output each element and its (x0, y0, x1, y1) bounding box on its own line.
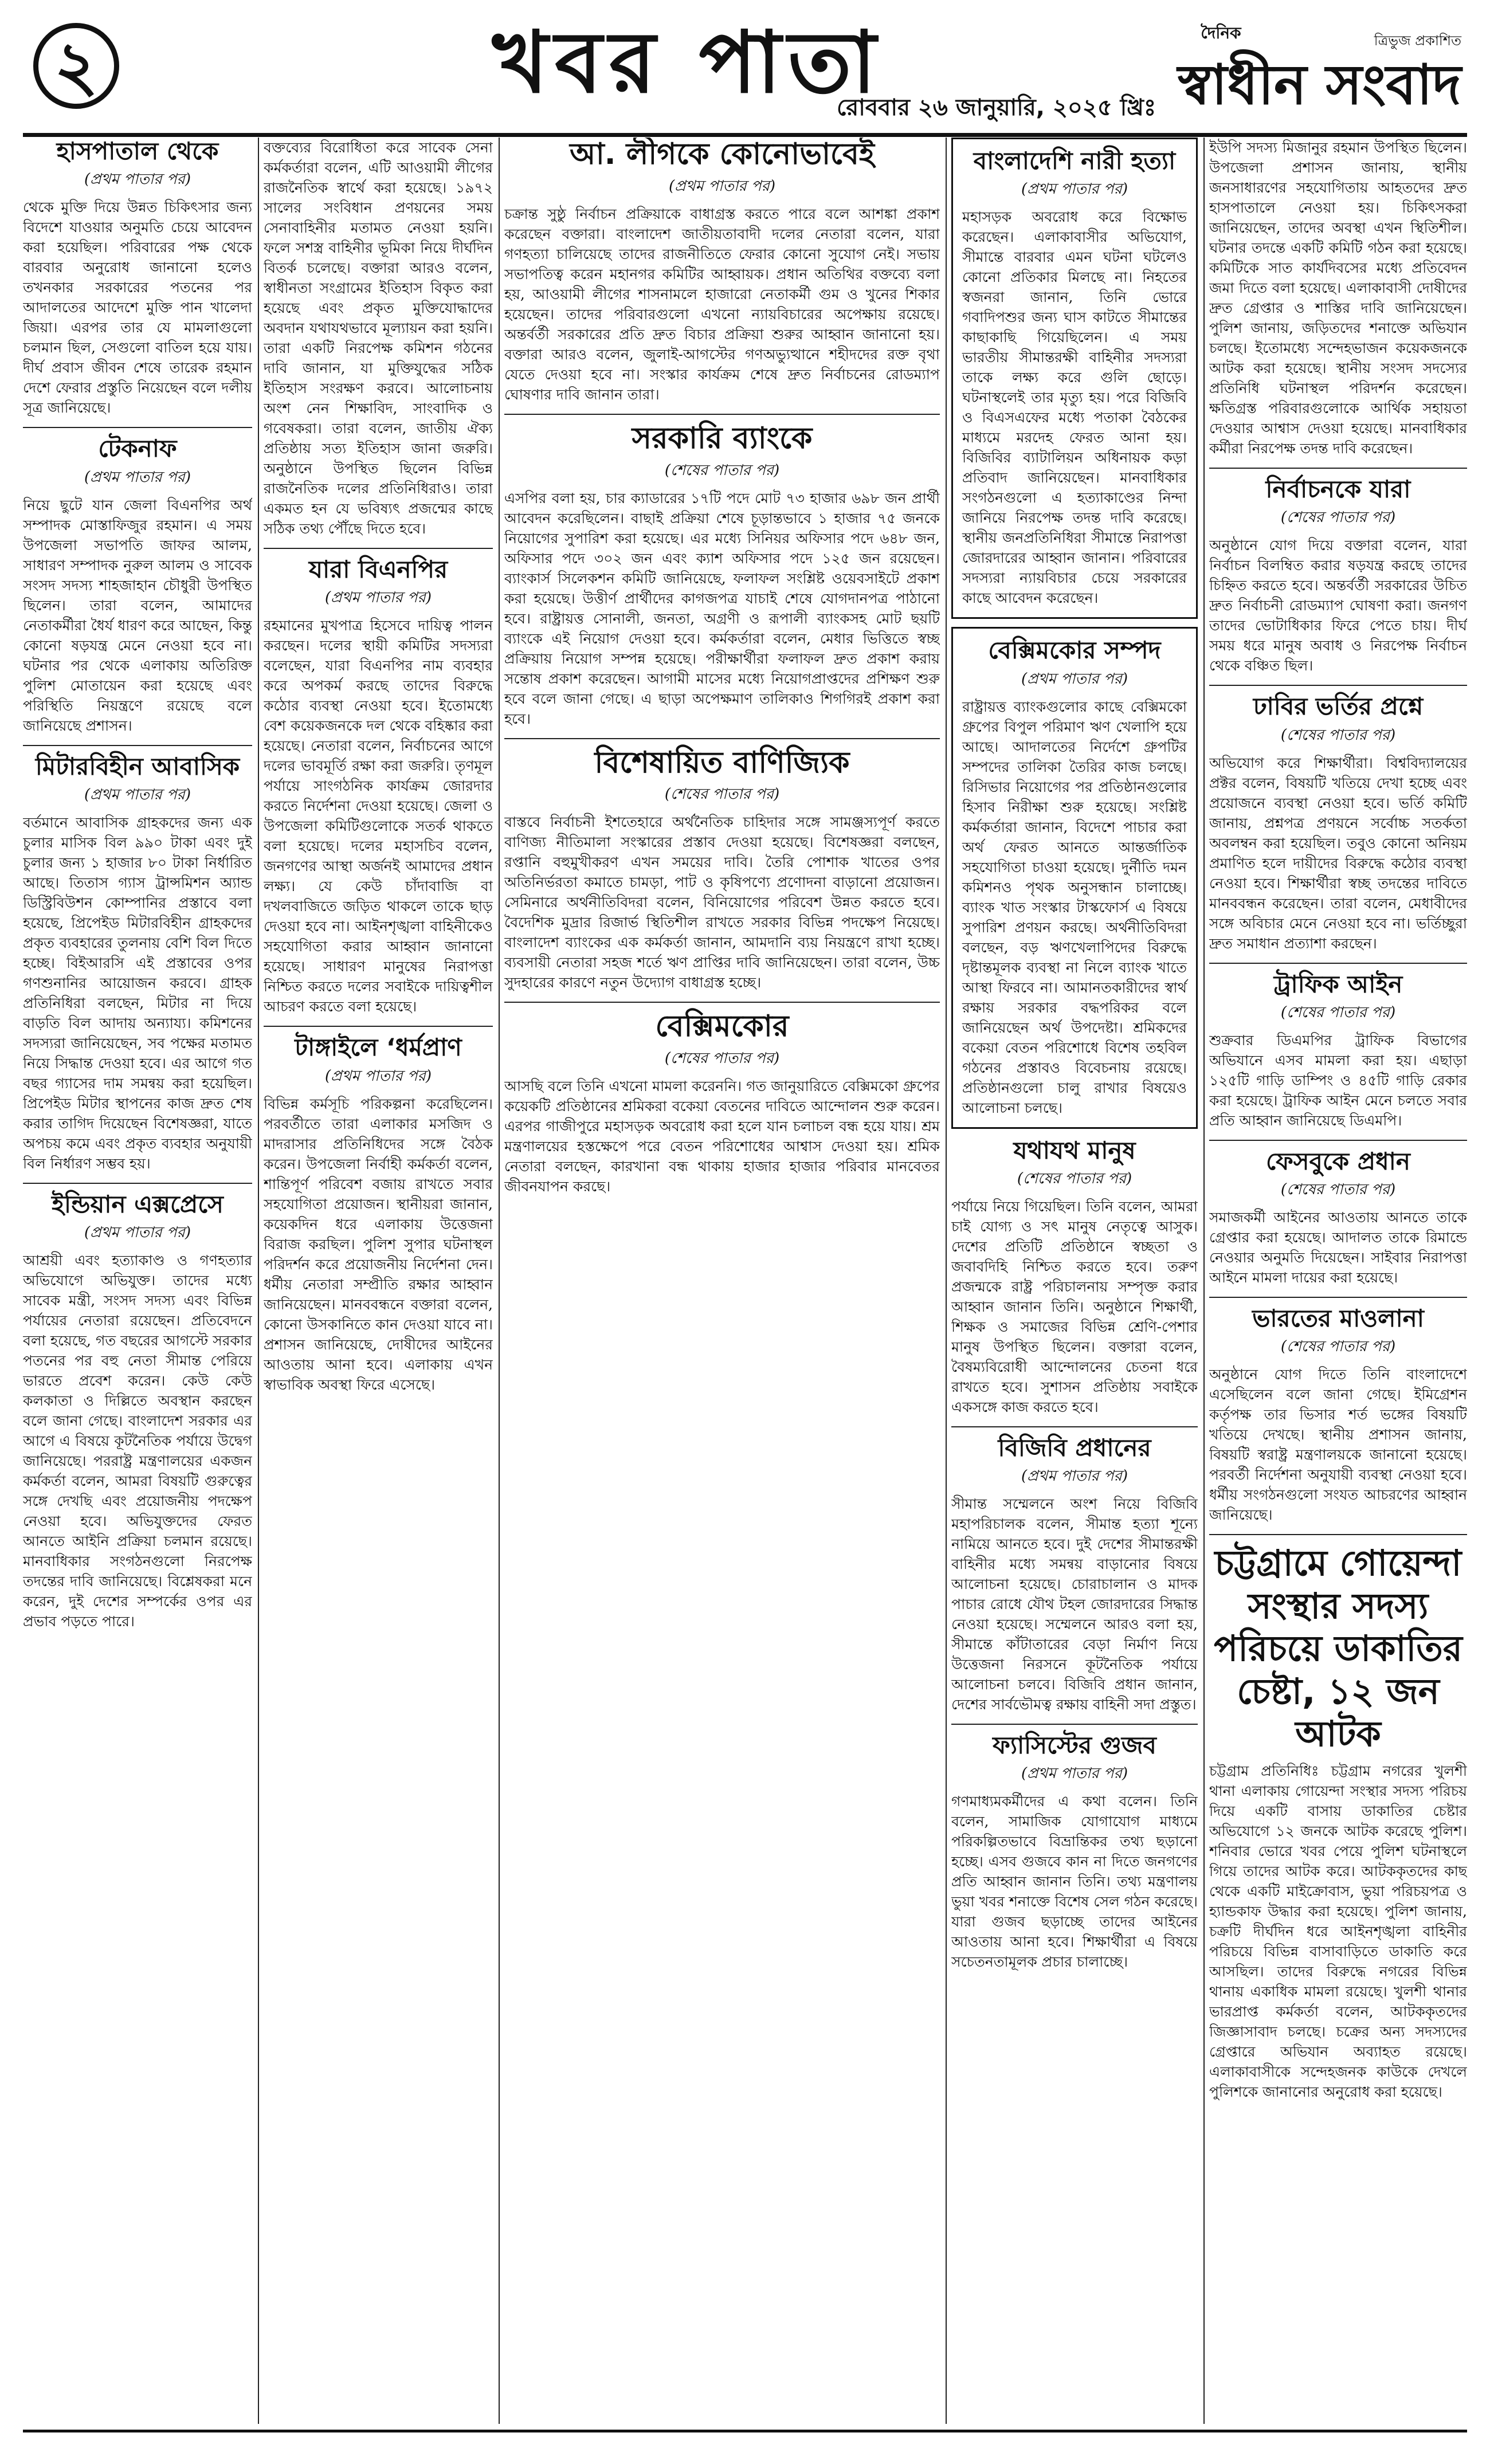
article-headline: টেকনাফ (98, 434, 177, 463)
footer-rule (23, 2430, 1467, 2432)
article-headline: ইন্ডিয়ান এক্সপ্রেসে (52, 1190, 223, 1218)
jump-line: (প্রথম পাতার পর) (84, 171, 191, 189)
article-body: গণমাধ্যমকর্মীদের এ কথা বলেন। তিনি বলেন, সামাজিক যোগাযোগ মাধ্যমে পরিকল্পিতভাবে বিভ্রান্তিকর তথ্য ছড়ানো হচ্ছে। এসব গুজবে কান না দিতে জনগণের প্রতি আহ্বান জানান তিনি। তথ্য মন্ত্রণালয় ভুয়া খবর শনাক্তে বিশেষ সেল গঠন করেছে। যারা গুজব ছড়াচ্ছে তাদের আইনের আওতায় আনা হবে। শিক্ষার্থীরা এ বিষয়ে সচেতনতামূলক প্রচার চালাচ্ছে। (951, 1793, 1198, 1971)
jump-line: (প্রথম পাতার পর) (325, 1067, 432, 1085)
article-tangail (264, 1034, 493, 1394)
jump-line: (শেষের পাতার পর) (664, 461, 780, 479)
article-headline: নির্বাচনকে যারা (1265, 475, 1411, 503)
article-bgb-chief (951, 1434, 1198, 1714)
article-headline: বেক্সিমকোর সম্পদ (988, 636, 1161, 665)
masthead-rule (23, 133, 1467, 137)
article-govt-bank (504, 422, 940, 729)
article-body: বক্তব্যের বিরোধিতা করে সাবেক সেনা কর্মকর্তারা বলেন, এটি আওয়ামী লীগের রাজনৈতিক স্বার্থে করা হয়েছে। ১৯৭২ সালের সংবিধান প্রণয়নের সময় সেনাবাহিনীর মতামত নেওয়া হয়নি। ফলে সশস্ত্র বাহিনীর ভূমিকা নিয়ে দীর্ঘদিন বিতর্ক চলেছে। বক্তারা আরও বলেন, স্বাধীনতা সংগ্রামের ইতিহাস বিকৃত করা হয়েছে এবং প্রকৃত মুক্তিযোদ্ধাদের অবদান যথাযথভাবে মূল্যায়ন করা হয়নি। তারা একটি নিরপেক্ষ কমিশন গঠনের দাবি জানান, যা মুক্তিযুদ্ধের সঠিক ইতিহাস সংরক্ষণ করবে। আলোচনায় অংশ নেন শিক্ষাবিদ, সাংবাদিক ও গবেষকরা। তারা বলেন, জাতীয় ঐক্য প্রতিষ্ঠায় সত্য ইতিহাস জানা জরুরি। অনুষ্ঠানে উপস্থিত ছিলেন বিভিন্ন রাজনৈতিক দলের প্রতিনিধিরাও। তারা একমত হন যে ভবিষ্যৎ প্রজন্মের কাছে সঠিক তথ্য পৌঁছে দিতে হবে। (264, 139, 493, 537)
article-headline: বাংলাদেশি নারী হত্যা (973, 147, 1176, 175)
page-title: খবর পাতা (492, 13, 883, 112)
article-teknaf (23, 435, 252, 735)
date-line: রোববার ২৬ জানুয়ারি, ২০২৫ খ্রিঃ (837, 95, 1156, 121)
article-body: সমাজকর্মী আইনের আওতায় আনতে তাকে গ্রেপ্তার করা হয়েছে। আদালত তাকে রিমান্ডে নেওয়ার অনুমতি দিয়েছেন। সাইবার নিরাপত্তা আইনে মামলা দায়ের করা হয়েছে। (1209, 1209, 1467, 1286)
divider (1209, 685, 1467, 686)
article-headline: মিটারবিহীন আবাসিক (35, 752, 240, 780)
column-4 (951, 138, 1198, 2430)
newspaper-name: স্বাধীন সংবাদ (1178, 53, 1461, 117)
page-number-badge (33, 23, 119, 109)
paper-tagline: ত্রিভুজ প্রকাশিত (1374, 33, 1461, 49)
article-body: বাস্তবে নির্বাচনী ইশতেহারে অর্থনৈতিক চাহিদার সঙ্গে সামঞ্জস্যপূর্ণ করতে বাণিজ্য নীতিমালা সংস্কারের প্রস্তাব দেওয়া হয়েছে। বিশেষজ্ঞরা বলছেন, রপ্তানি বহুমুখীকরণ এখন সময়ের দাবি। তৈরি পোশাক খাতের ওপর অতিনির্ভরতা কমাতে চামড়া, পাট ও কৃষিপণ্যে প্রণোদনা বাড়ানো প্রয়োজন। সেমিনারে অর্থনীতিবিদরা বলেন, বিনিয়োগের পরিবেশ উন্নত করতে হবে। বৈদেশিক মুদ্রার রিজার্ভ স্থিতিশীল রাখতে সরকার বিভিন্ন পদক্ষেপ নিয়েছে। বাংলাদেশ ব্যাংকের এক কর্মকর্তা জানান, আমদানি ব্যয় নিয়ন্ত্রণে রাখা হচ্ছে। ব্যবসায়ী নেতারা সহজ শর্তে ঋণ প্রাপ্তির দাবি জানিয়েছেন। তারা বলেন, উচ্চ সুদহারের কারণে নতুন উদ্যোগ বাধাগ্রস্ত হচ্ছে। (504, 814, 940, 991)
article-beximco-assets (951, 627, 1198, 1128)
jump-line: (শেষের পাতার পর) (1280, 726, 1396, 744)
divider (951, 1426, 1198, 1427)
article-awami-league (504, 138, 940, 405)
article-headline: চট্টগ্রামে গোয়েন্দা সংস্থার সদস্য পরিচয়ে ডাকাতির চেষ্টা, ১২ জন আটক (1214, 1542, 1462, 1755)
article-body: থেকে মুক্তি দিয়ে উন্নত চিকিৎসার জন্য বিদেশে যাওয়ার অনুমতি চেয়ে আবেদন করা হয়েছিল। পরিবারের পক্ষ থেকে বারবার অনুরোধ জানানো হলেও তখনকার সরকারের পতনের পর আদালতের আদেশে মুক্তি পান খালেদা জিয়া। এরপর তার যে মামলাগুলো চলমান ছিল, সেগুলো বাতিল হয়ে যায়। দীর্ঘ প্রবাস জীবন শেষে তারেক রহমান দেশে ফেরার প্রস্তুতি নিয়েছেন বলে দলীয় সূত্র জানিয়েছে। (23, 199, 252, 417)
article-headline: ট্রাফিক আইন (1273, 970, 1403, 998)
article-facebook (1209, 1148, 1467, 1288)
paper-daily-label: দৈনিক (1201, 23, 1241, 42)
article-headline: টাঙ্গাইলে ‘ধর্মপ্রাণ (295, 1033, 462, 1062)
divider (1209, 468, 1467, 469)
article-headline: ফেসবুকে প্রধান (1266, 1147, 1410, 1175)
jump-line: (প্রথম পাতার পর) (1021, 1468, 1128, 1485)
jump-line: (শেষের পাতার পর) (664, 1050, 780, 1068)
article-headline: ভারতের মাওলানা (1252, 1304, 1424, 1333)
article-body: সীমান্ত সম্মেলনে অংশ নিয়ে বিজিবি মহাপরিচালক বলেন, সীমান্ত হত্যা শূন্যে নামিয়ে আনতে হবে। দুই দেশের সীমান্তরক্ষী বাহিনীর মধ্যে সমন্বয় বাড়ানোর বিষয়ে আলোচনা হয়েছে। চোরাচালান ও মাদক পাচার রোধে যৌথ টহল জোরদারের সিদ্ধান্ত নেওয়া হয়েছে। সম্মেলনে আরও বলা হয়, সীমান্তে কাঁটাতারের বেড়া নির্মাণ নিয়ে উত্তেজনা নিরসনে কূটনৈতিক পর্যায়ে আলোচনা চলবে। বিজিবি প্রধান জানান, দেশের সার্বভৌমত্ব রক্ষায় বাহিনী সদা প্রস্তুত। (951, 1496, 1198, 1713)
column-1 (23, 138, 252, 2430)
column-divider (499, 138, 500, 2424)
jump-line: (শেষের পাতার পর) (664, 786, 780, 803)
jump-line: (প্রথম পাতার পর) (84, 786, 191, 803)
column-3 (504, 138, 940, 2430)
article-continuation (264, 138, 493, 539)
article-body: মহাসড়ক অবরোধ করে বিক্ষোভ করেছেন। এলাকাবাসীর অভিযোগ, সীমান্তে বারবার এমন ঘটনা ঘটলেও কোনো প্রতিকার মিলছে না। নিহতের স্বজনরা জানান, তিনি ভোরে গবাদিপশুর জন্য ঘাস কাটতে সীমান্তের কাছাকাছি গিয়েছিলেন। এ সময় ভারতীয় সীমান্তরক্ষী বাহিনীর সদস্যরা তাকে লক্ষ্য করে গুলি ছোড়ে। ঘটনাস্থলেই তার মৃত্যু হয়। পরে বিজিবি ও বিএসএফের মধ্যে পতাকা বৈঠকের মাধ্যমে মরদেহ ফেরত আনা হয়। বিজিবির ব্যাটালিয়ন অধিনায়ক কড়া প্রতিবাদ জানিয়েছেন। মানবাধিকার সংগঠনগুলো এ হত্যাকাণ্ডের নিন্দা জানিয়ে নিরপেক্ষ তদন্ত দাবি করেছে। স্থানীয় জনপ্রতিনিধিরা সীমান্তে নিরাপত্তা জোরদারের আহ্বান জানান। পরিবারের সদস্যরা ন্যায়বিচার চেয়ে সরকারের কাছে আবেদন করেছেন। (962, 209, 1187, 607)
article-headline: যথাযথ মানুষ (1013, 1136, 1136, 1164)
article-body: রহমানের মুখপাত্র হিসেবে দায়িত্ব পালন করছেন। দলের স্থায়ী কমিটির সদস্যরা বলেছেন, যারা বিএনপির নাম ব্যবহার করে অপকর্ম করছে তাদের বিরুদ্ধে কঠোর ব্যবস্থা নেওয়া হবে। ইতোমধ্যে বেশ কয়েকজনকে দল থেকে বহিষ্কার করা হয়েছে। নেতারা বলেন, নির্বাচনের আগে দলের ভাবমূর্তি রক্ষা করা জরুরি। তৃণমূল পর্যায়ে সাংগঠনিক কার্যক্রম জোরদার করতে নির্দেশনা দেওয়া হয়েছে। জেলা ও উপজেলা কমিটিগুলোকে সতর্ক থাকতে বলা হয়েছে। দলের মহাসচিব বলেন, জনগণের আস্থা অর্জনই আমাদের প্রধান লক্ষ্য। যে কেউ চাঁদাবাজি বা দখলবাজিতে জড়িত থাকলে তাকে ছাড় দেওয়া হবে না। আইনশৃঙ্খলা বাহিনীকেও সহযোগিতা করার আহ্বান জানানো হয়েছে। সাধারণ মানুষের নিরাপত্তা নিশ্চিত করতে দলের সবাইকে দায়িত্বশীল আচরণ করতে বলা হয়েছে। (264, 617, 493, 1015)
article-headline: বিজিবি প্রধানের (998, 1433, 1151, 1462)
article-continuation (1209, 138, 1467, 458)
article-woman-killed (951, 138, 1198, 619)
article-hospital (23, 138, 252, 418)
article-headline: ঢাবির ভর্তির প্রশ্নে (1253, 692, 1424, 721)
article-body: বর্তমানে আবাসিক গ্রাহকদের জন্য এক চুলার মাসিক বিল ৯৯০ টাকা এবং দুই চুলার জন্য ১ হাজার ৮০ টাকা নির্ধারিত আছে। তিতাস গ্যাস ট্রান্সমিশন অ্যান্ড ডিস্ট্রিবিউশন কোম্পানির প্রস্তাবে বলা হয়েছে, প্রিপেইড মিটারবিহীন গ্রাহকদের প্রকৃত ব্যবহারের তুলনায় বেশি বিল দিতে হচ্ছে। বিইআরসি এই প্রস্তাবের ওপর গণশুনানির আয়োজন করবে। গ্রাহক প্রতিনিধিরা বলছেন, মিটার না দিয়ে বাড়তি বিল আদায় অন্যায্য। কমিশনের সদস্যরা জানিয়েছেন, সব পক্ষের মতামত নিয়ে সিদ্ধান্ত দেওয়া হবে। এর আগে গত বছর গ্যাসের দাম সমন্বয় করা হয়েছিল। প্রিপেইড মিটার স্থাপনের কাজ দ্রুত শেষ করার তাগিদ দিয়েছেন বিশেষজ্ঞরা, যাতে অপচয় কমে এবং প্রকৃত ব্যবহার অনুযায়ী বিল নির্ধারণ সম্ভব হয়। (23, 814, 252, 1172)
jump-line: (শেষের পাতার পর) (1280, 1181, 1396, 1199)
article-body: অনুষ্ঠানে যোগ দিতে তিনি বাংলাদেশে এসেছিলেন বলে জানা গেছে। ইমিগ্রেশন কর্তৃপক্ষ তার ভিসার শর্ত ভঙ্গের বিষয়টি খতিয়ে দেখছে। স্থানীয় প্রশাসন জানায়, বিষয়টি স্বরাষ্ট্র মন্ত্রণালয়কে জানানো হয়েছে। পরবর্তী নির্দেশনা অনুযায়ী ব্যবস্থা নেওয়া হবে। ধর্মীয় সংগঠনগুলো সংযত আচরণের আহ্বান জানিয়েছে। (1209, 1366, 1467, 1524)
jump-line: (প্রথম পাতার পর) (84, 468, 191, 486)
divider (504, 414, 940, 415)
article-beximco (504, 1010, 940, 1196)
column-2 (264, 138, 493, 2430)
masthead (23, 10, 1467, 133)
column-5 (1209, 138, 1467, 2430)
jump-line: (প্রথম পাতার পর) (669, 177, 775, 195)
article-headline: বেক্সিমকোর (655, 1009, 789, 1044)
article-bnp (264, 556, 493, 1017)
article-body: ইউপি সদস্য মিজানুর রহমান উপস্থিত ছিলেন। উপজেলা প্রশাসন জানায়, স্থানীয় জনসাধারণের সহযোগিতায় আহতদের দ্রুত হাসপাতালে নেওয়া হয়। চিকিৎসকরা জানিয়েছেন, তাদের অবস্থা এখন স্থিতিশীল। ঘটনার তদন্তে একটি কমিটি গঠন করা হয়েছে। কমিটিকে সাত কার্যদিবসের মধ্যে প্রতিবেদন জমা দিতে বলা হয়েছে। এলাকাবাসী দোষীদের দ্রুত গ্রেপ্তার ও শাস্তির দাবি জানিয়েছেন। পুলিশ জানায়, জড়িতদের শনাক্তে অভিযান চলছে। ইতোমধ্যে সন্দেহভাজন কয়েকজনকে আটক করা হয়েছে। স্থানীয় সংসদ সদস্যের প্রতিনিধি ঘটনাস্থল পরিদর্শন করেছেন। ক্ষতিগ্রস্ত পরিবারগুলোকে আর্থিক সহায়তা দেওয়ার আশ্বাস দেওয়া হয়েছে। মানবাধিকার কর্মীরা নিরপেক্ষ তদন্ত দাবি করেছেন। (1209, 139, 1467, 457)
article-commerce (504, 746, 940, 993)
jump-line: (শেষের পাতার পর) (1280, 509, 1396, 527)
article-meter (23, 753, 252, 1174)
jump-line: (প্রথম পাতার পর) (325, 589, 432, 607)
article-body: রাষ্ট্রায়ত্ত ব্যাংকগুলোর কাছে বেক্সিমকো গ্রুপের বিপুল পরিমাণ ঋণ খেলাপি হয়ে আছে। আদালতের নির্দেশে গ্রুপটির সম্পদের তালিকা তৈরির কাজ চলছে। রিসিভার নিয়োগের পর প্রতিষ্ঠানগুলোর হিসাব নিরীক্ষা শুরু হয়েছে। সংশ্লিষ্ট কর্মকর্তারা জানান, বিদেশে পাচার করা অর্থ ফেরত আনতে আন্তর্জাতিক সহযোগিতা চাওয়া হয়েছে। দুর্নীতি দমন কমিশনও পৃথক অনুসন্ধান চালাচ্ছে। ব্যাংক খাত সংস্কার টাস্কফোর্স এ বিষয়ে সুপারিশ প্রণয়ন করছে। অর্থনীতিবিদরা বলছেন, বড় ঋণখেলাপিদের বিরুদ্ধে দৃষ্টান্তমূলক ব্যবস্থা না নিলে ব্যাংক খাতে আস্থা ফিরবে না। আমানতকারীদের স্বার্থ রক্ষায় সরকার বদ্ধপরিকর বলে জানিয়েছেন অর্থ উপদেষ্টা। শ্রমিকদের বকেয়া বেতন পরিশোধে বিশেষ তহবিল গঠনের প্রস্তাবও বিবেচনায় রয়েছে। প্রতিষ্ঠানগুলো চালু রাখার বিষয়েও আলোচনা চলছে। (962, 698, 1187, 1116)
divider (23, 745, 252, 746)
article-body: এসপির বলা হয়, চার ক্যাডারের ১৭টি পদে মোট ৭৩ হাজার ৬৯৮ জন প্রার্থী আবেদন করেছিলেন। বাছাই প্রক্রিয়া শেষে চূড়ান্তভাবে ১ হাজার ৭৫ জনকে নিয়োগের সুপারিশ করা হয়েছে। এর মধ্যে সিনিয়র অফিসার পদে ৬৪৮ জন, অফিসার পদে ৩০২ জন এবং ক্যাশ অফিসার পদে ১২৫ জন রয়েছেন। ব্যাংকার্স সিলেকশন কমিটি জানিয়েছে, ফলাফল সংশ্লিষ্ট ওয়েবসাইটে প্রকাশ করা হয়েছে। উত্তীর্ণ প্রার্থীদের কাগজপত্র যাচাই শেষে যোগদানপত্র পাঠানো হবে। রাষ্ট্রায়ত্ত সোনালী, জনতা, অগ্রণী ও রূপালী ব্যাংকসহ মোট ছয়টি ব্যাংকে এই নিয়োগ দেওয়া হবে। কর্মকর্তারা বলেন, মেধার ভিত্তিতে স্বচ্ছ প্রক্রিয়ায় নিয়োগ সম্পন্ন হয়েছে। পরীক্ষার্থীরা ফলাফল দ্রুত প্রকাশ করায় সন্তোষ প্রকাশ করেছেন। আগামী মাসের মধ্যে নিয়োগপ্রাপ্তদের প্রশিক্ষণ শুরু হবে বলে জানা গেছে। এ ছাড়া অপেক্ষমাণ তালিকাও শিগগিরই প্রকাশ করা হবে। (504, 489, 940, 727)
article-admission (1209, 693, 1467, 953)
divider (1209, 1297, 1467, 1298)
article-election (1209, 476, 1467, 676)
article-body: চক্রান্ত সুষ্ঠু নির্বাচন প্রক্রিয়াকে বাধাগ্রস্ত করতে পারে বলে আশঙ্কা প্রকাশ করেছেন বক্তারা। বাংলাদেশ জাতীয়তাবাদী দলের নেতারা বলেন, যারা গণহত্যা চালিয়েছে তাদের রাজনীতিতে ফেরার কোনো সুযোগ নেই। সভায় সভাপতিত্ব করেন মহানগর কমিটির আহ্বায়ক। প্রধান অতিথির বক্তব্যে বলা হয়, আওয়ামী লীগের শাসনামলে হাজারো নেতাকর্মী গুম ও খুনের শিকার হয়েছেন। তাদের পরিবারগুলো এখনো ন্যায়বিচারের অপেক্ষায় রয়েছে। অন্তর্বর্তী সরকারের প্রতি দ্রুত বিচার প্রক্রিয়া শুরুর আহ্বান জানানো হয়। বক্তারা আরও বলেন, জুলাই-আগস্টের গণঅভ্যুত্থানে শহীদদের রক্ত বৃথা যেতে দেওয়া হবে না। সংস্কার কার্যক্রম শেষে দ্রুত নির্বাচনের রোডম্যাপ ঘোষণার দাবি জানান তারা। (504, 205, 940, 403)
article-rumour (951, 1732, 1198, 1972)
article-body: নিয়ে ছুটে যান জেলা বিএনপির অর্থ সম্পাদক মোস্তাফিজুর রহমান। এ সময় উপজেলা সভাপতি জাফর আলম, সাধারণ সম্পাদক নুরুল আলম ও সাবেক সংসদ সদস্য শাহজাহান চৌধুরী উপস্থিত ছিলেন। তারা বলেন, আমাদের নেতাকর্মীরা ধৈর্য ধারণ করে আছেন, কিন্তু কোনো ষড়যন্ত্র মেনে নেওয়া হবে না। ঘটনার পর থেকে এলাকায় অতিরিক্ত পুলিশ মোতায়েন করা হয়েছে এবং পরিস্থিতি নিয়ন্ত্রণে রয়েছে বলে জানিয়েছে প্রশাসন। (23, 496, 252, 734)
jump-line: (প্রথম পাতার পর) (84, 1224, 191, 1242)
article-traffic (1209, 971, 1467, 1131)
article-right-people (951, 1137, 1198, 1417)
article-headline: সরকারি ব্যাংকে (632, 421, 813, 456)
article-indian-cleric (1209, 1305, 1467, 1525)
divider (264, 548, 493, 549)
divider (504, 738, 940, 739)
article-headline: আ. লীগকে কোনোভাবেই (570, 138, 875, 171)
page-number: ২ (54, 26, 99, 105)
article-body: চট্টগ্রাম প্রতিনিধিঃ চট্টগ্রাম নগরের খুলশী থানা এলাকায় গোয়েন্দা সংস্থার সদস্য পরিচয় দিয়ে একটি বাসায় ডাকাতির চেষ্টার অভিযোগে ১২ জনকে আটক করেছে পুলিশ। শনিবার ভোরে খবর পেয়ে পুলিশ ঘটনাস্থলে গিয়ে তাদের আটক করে। আটককৃতদের কাছ থেকে একটি মাইক্রোবাস, ভুয়া পরিচয়পত্র ও হ্যান্ডকাফ উদ্ধার করা হয়েছে। পুলিশ জানায়, চক্রটি দীর্ঘদিন ধরে আইনশৃঙ্খলা বাহিনীর পরিচয়ে বিভিন্ন বাসাবাড়িতে ডাকাতি করে আসছিল। তাদের বিরুদ্ধে নগরের বিভিন্ন থানায় একাধিক মামলা রয়েছে। খুলশী থানার ভারপ্রাপ্ত কর্মকর্তা বলেন, আটককৃতদের জিজ্ঞাসাবাদ চলছে। চক্রের অন্য সদস্যদের গ্রেপ্তারে অভিযান অব্যাহত রয়েছে। এলাকাবাসীকে সন্দেহজনক কাউকে দেখলে পুলিশকে জানানোর অনুরোধ করা হয়েছে। (1209, 1763, 1467, 2101)
jump-line: (প্রথম পাতার পর) (1021, 670, 1128, 688)
column-divider (946, 138, 947, 2424)
jump-line: (শেষের পাতার পর) (1280, 1003, 1396, 1021)
article-headline: ফ্যাসিস্টের গুজব (993, 1731, 1156, 1760)
column-divider (1203, 138, 1205, 2424)
article-indian-express (23, 1191, 252, 1631)
article-body: আসছি বলে তিনি এখনো মামলা করেননি। গত জানুয়ারিতে বেক্সিমকো গ্রুপের কয়েকটি প্রতিষ্ঠানের শ্রমিকরা বকেয়া বেতনের দাবিতে আন্দোলন শুরু করেন। এরপর গাজীপুরে মহাসড়ক অবরোধ করা হলে যান চলাচল বন্ধ হয়ে যায়। শ্রম মন্ত্রণালয়ের হস্তক্ষেপে পরে বেতন পরিশোধের আশ্বাস দেওয়া হয়। শ্রমিক নেতারা বলছেন, কারখানা বন্ধ থাকায় হাজার হাজার পরিবার মানবেতর জীবনযাপন করছে। (504, 1078, 940, 1195)
article-body: বিভিন্ন কর্মসূচি পরিকল্পনা করেছিলেন। পরবর্তীতে তারা এলাকার মসজিদ ও মাদরাসার প্রতিনিধিদের সঙ্গে বৈঠক করেন। উপজেলা নির্বাহী কর্মকর্তা বলেন, শান্তিপূর্ণ পরিবেশ বজায় রাখতে সবার সহযোগিতা প্রয়োজন। স্থানীয়রা জানান, কয়েকদিন ধরে এলাকায় উত্তেজনা বিরাজ করছিল। পুলিশ সুপার ঘটনাস্থল পরিদর্শন করে প্রয়োজনীয় নির্দেশনা দেন। ধর্মীয় নেতারা সম্প্রীতি রক্ষার আহ্বান জানিয়েছেন। মানববন্ধনে বক্তারা বলেন, কোনো উসকানিতে কান দেওয়া যাবে না। প্রশাসন জানিয়েছে, দোষীদের আইনের আওতায় আনা হবে। এলাকায় এখন স্বাভাবিক অবস্থা ফিরে এসেছে। (264, 1095, 493, 1393)
divider (1209, 1140, 1467, 1141)
divider (1209, 963, 1467, 964)
jump-line: (শেষের পাতার পর) (1017, 1170, 1132, 1187)
column-divider (258, 138, 259, 2424)
article-body: অভিযোগ করে শিক্ষার্থীরা। বিশ্ববিদ্যালয়ের প্রক্টর বলেন, বিষয়টি খতিয়ে দেখা হচ্ছে এবং প্রয়োজনে ব্যবস্থা নেওয়া হবে। ভর্তি কমিটি জানায়, প্রশ্নপত্র প্রণয়নে সর্বোচ্চ সতর্কতা অবলম্বন করা হয়েছিল। তবুও কোনো অনিয়ম প্রমাণিত হলে দায়ীদের বিরুদ্ধে কঠোর ব্যবস্থা নেওয়া হবে। শিক্ষার্থীরা স্বচ্ছ তদন্তের দাবিতে মানববন্ধন করেছেন। তারা বলেন, মেধাবীদের সঙ্গে অবিচার মেনে নেওয়া হবে না। ভর্তিচ্ছুরা দ্রুত সমাধান প্রত্যাশা করছেন। (1209, 754, 1467, 952)
article-headline: যারা বিএনপির (308, 555, 448, 583)
divider (23, 1183, 252, 1184)
article-headline: বিশেষায়িত বাণিজ্যিক (594, 745, 850, 780)
jump-line: (প্রথম পাতার পর) (1021, 181, 1128, 198)
article-chattogram-robbery (1209, 1542, 1467, 2102)
article-body: আশ্রয়ী এবং হত্যাকাণ্ড ও গণহত্যার অভিযোগে অভিযুক্ত। তাদের মধ্যে সাবেক মন্ত্রী, সংসদ সদস্য এবং বিভিন্ন পর্যায়ের নেতারা রয়েছেন। প্রতিবেদনে বলা হয়েছে, গত বছরের আগস্টে সরকার পতনের পর বহু নেতা সীমান্ত পেরিয়ে ভারতে প্রবেশ করেন। কেউ কেউ কলকাতা ও দিল্লিতে অবস্থান করছেন বলে জানা গেছে। বাংলাদেশ সরকার এর আগে এ বিষয়ে কূটনৈতিক পর্যায়ে উদ্বেগ জানিয়েছে। পররাষ্ট্র মন্ত্রণালয়ের একজন কর্মকর্তা বলেন, আমরা বিষয়টি গুরুত্বের সঙ্গে দেখছি এবং প্রয়োজনীয় পদক্ষেপ নেওয়া হবে। অভিযুক্তদের ফেরত আনতে আইনি প্রক্রিয়া চলমান রয়েছে। মানবাধিকার সংগঠনগুলো নিরপেক্ষ তদন্তের দাবি জানিয়েছে। বিশ্লেষকরা মনে করেন, দুই দেশের সম্পর্কের ওপর এর প্রভাব পড়তে পারে। (23, 1252, 252, 1630)
jump-line: (প্রথম পাতার পর) (1021, 1765, 1128, 1783)
divider (264, 1026, 493, 1027)
divider (23, 427, 252, 428)
divider (504, 1002, 940, 1003)
article-body: অনুষ্ঠানে যোগ দিয়ে বক্তারা বলেন, যারা নির্বাচন বিলম্বিত করার ষড়যন্ত্র করছে তাদের চিহ্নিত করতে হবে। অন্তর্বর্তী সরকারের উচিত দ্রুত নির্বাচনী রোডম্যাপ ঘোষণা করা। জনগণ তাদের ভোটাধিকার ফিরে পেতে চায়। দীর্ঘ সময় ধরে মানুষ অবাধ ও নিরপেক্ষ নির্বাচন থেকে বঞ্চিত ছিল। (1209, 537, 1467, 674)
divider (951, 1724, 1198, 1725)
article-body: পর্যায়ে নিয়ে গিয়েছিল। তিনি বলেন, আমরা চাই যোগ্য ও সৎ মানুষ নেতৃত্বে আসুক। দেশের প্রতিটি প্রতিষ্ঠানে স্বচ্ছতা ও জবাবদিহি নিশ্চিত করতে হবে। তরুণ প্রজন্মকে রাষ্ট্র পরিচালনায় সম্পৃক্ত করার আহ্বান জানান তিনি। অনুষ্ঠানে শিক্ষার্থী, শিক্ষক ও সমাজের বিভিন্ন শ্রেণি-পেশার মানুষ উপস্থিত ছিলেন। বক্তারা বলেন, বৈষম্যবিরোধী আন্দোলনের চেতনা ধরে রাখতে হবে। সুশাসন প্রতিষ্ঠায় সবাইকে একসঙ্গে কাজ করতে হবে। (951, 1198, 1198, 1415)
jump-line: (শেষের পাতার পর) (1280, 1338, 1396, 1356)
divider (1209, 1534, 1467, 1535)
newspaper-logo (1178, 21, 1461, 116)
article-body: শুক্রবার ডিএমপির ট্রাফিক বিভাগের অভিযানে এসব মামলা করা হয়। এছাড়া ১২৫টি গাড়ি ডাম্পিং ও ৪৫টি গাড়ি রেকার করা হয়েছে। ট্রাফিক আইন মেনে চলতে সবার প্রতি আহ্বান জানিয়েছে ডিএমপি। (1209, 1031, 1467, 1129)
article-headline: হাসপাতাল থেকে (56, 138, 219, 165)
